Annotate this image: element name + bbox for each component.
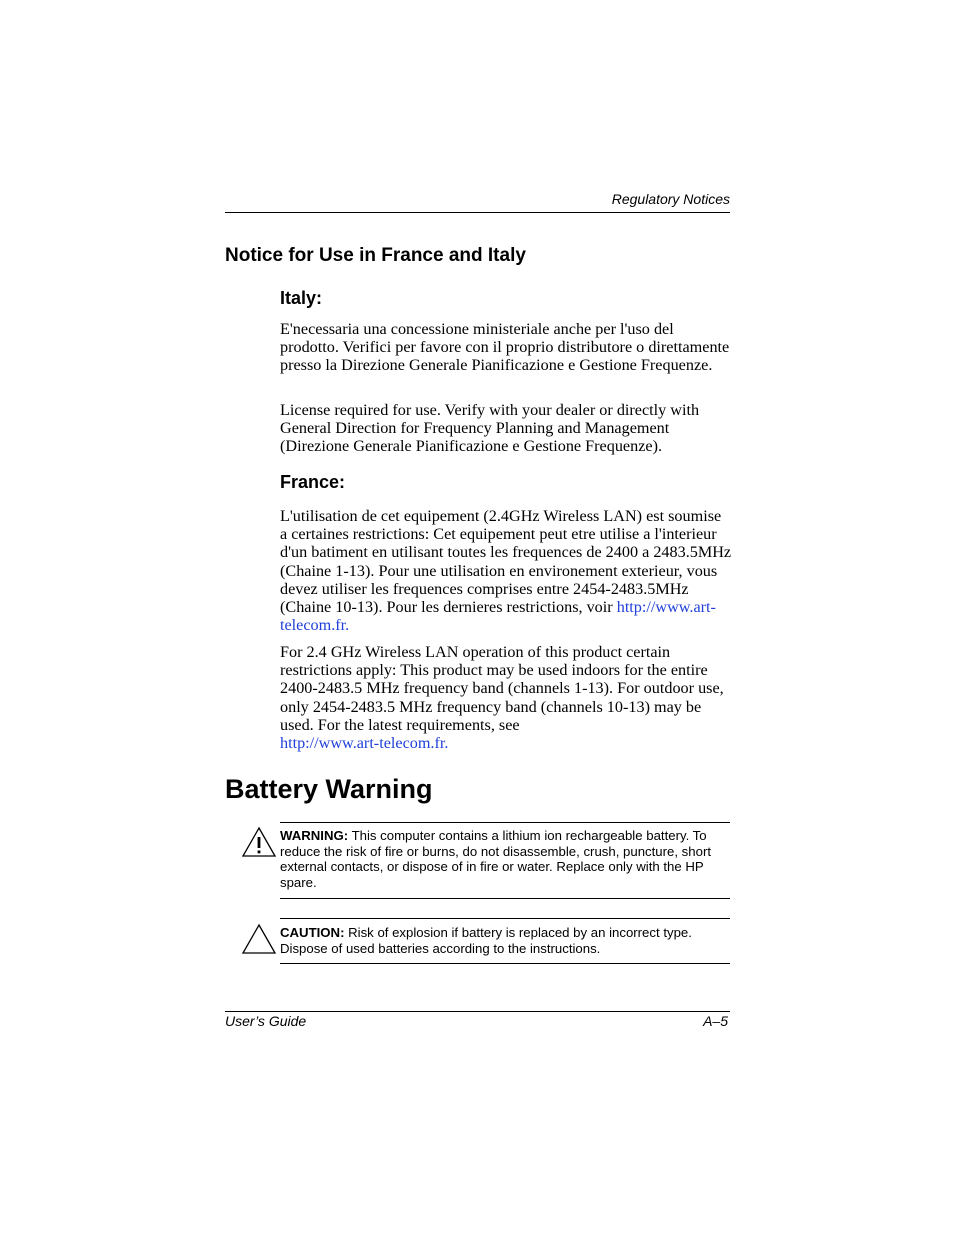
france-heading: France: (280, 472, 346, 492)
section-title: Notice for Use in France and Italy (225, 245, 526, 266)
running-header: Regulatory Notices (611, 191, 730, 207)
italy-paragraph-1: E'necessaria una concessione ministeriale anche per l'uso del prodotto. Verifici per favore con il proprio distributore o direttamente presso la Direzione Generale Pianificazione e Gestione Frequenze. (280, 320, 730, 375)
caution-text: Risk of explosion if battery is replaced by an incorrect type. Dispose of used batteries according to the instructions. (280, 925, 692, 956)
footer-left: User’s Guide (225, 1013, 307, 1029)
italy-heading: Italy: (280, 288, 323, 308)
warning-bottom-rule (280, 898, 730, 899)
caution-notice (280, 925, 730, 956)
caution-icon (241, 923, 277, 955)
warning-text: This computer contains a lithium ion rechargeable battery. To reduce the risk of fire or burns, do not disassemble, crush, puncture, short external contacts, or dispose of in fire or water. Replace only with the HP spare. (280, 828, 712, 890)
warning-label: WARNING: (280, 828, 349, 843)
art-telecom-link[interactable]: http://www.art-telecom.fr. (280, 598, 716, 635)
footer-rule (225, 1011, 730, 1012)
caution-label: CAUTION: (280, 925, 345, 940)
warning-notice (280, 828, 730, 890)
warning-top-rule (280, 822, 730, 823)
france-paragraph-2-text: For 2.4 GHz Wireless LAN operation of this product certain restrictions apply: This product may be used indoors for the entire 2400-2483.5 MHz frequency band (channels 1-13). For outdoor use, only 2454-2483.5 MHz frequency band (channels 10-13) may be used. For the latest requirements, see (280, 643, 724, 734)
battery-warning-title: Battery Warning (225, 774, 433, 804)
france-paragraph-2 (280, 643, 732, 752)
france-paragraph-1-text: L'utilisation de cet equipement (2.4GHz Wireless LAN) est soumise a certaines restrictions: Cet equipement peut etre utilise a l'interieur d'un batiment en utilisant toutes les frequences de 2400 a 2483.5MHz (Chaine 1-13). Pour une utilisation en environement exterieur, vous devez utiliser les frequences comprises entre 2454-2483.5MHz (Chaine 10-13). Pour les dernieres restrictions, voir (280, 507, 732, 617)
art-telecom-link-2[interactable]: http://www.art-telecom.fr. (280, 734, 449, 753)
italy-paragraph-2: License required for use. Verify with your dealer or directly with General Direction for Frequency Planning and Management (Direzione Generale Pianificazione e Gestione Frequenze). (280, 401, 700, 456)
warning-icon (241, 826, 277, 858)
france-paragraph-1 (280, 507, 732, 634)
caution-top-rule (280, 918, 730, 919)
page-number: A–5 (703, 1013, 728, 1029)
header-rule (225, 212, 730, 213)
caution-bottom-rule (280, 963, 730, 964)
